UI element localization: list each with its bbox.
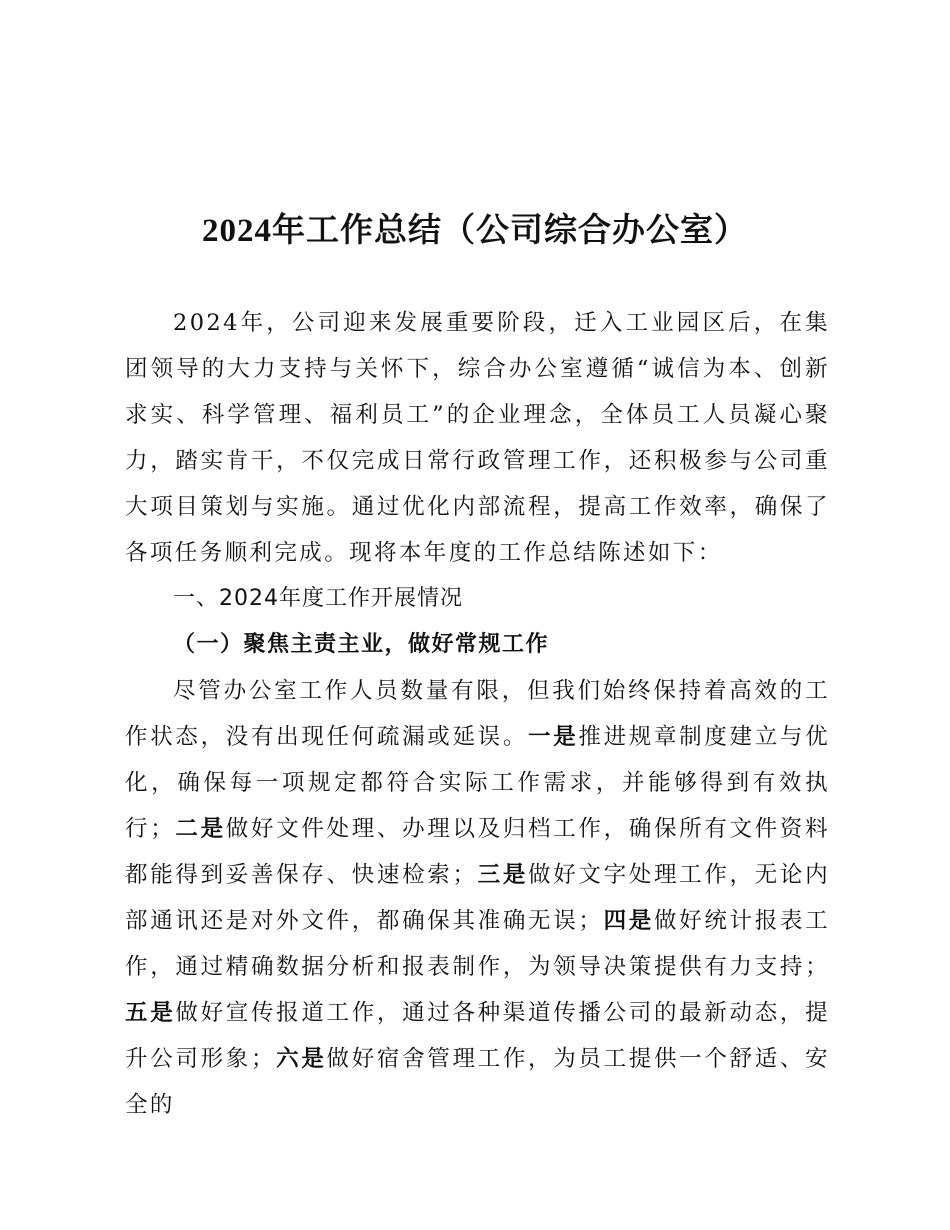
item-text: 做好统计报表工作，通过精确数据分析和报表制作，为领导决策提供有力支持； — [125, 908, 830, 980]
item-text: 做好文字处理工作，无论内部通讯还是对外文件，都确保其准确无误； — [125, 862, 830, 934]
item-text: 做好文件处理、办理以及归档工作，确保所有文件资料都能得到妥善保存、快速检索； — [125, 816, 830, 888]
section-heading: 一、2024年度工作开展情况 — [173, 586, 463, 611]
item-text: 做好宣传报道工作，通过各种渠道传播公司的最新动态，提升公司形象； — [125, 1000, 830, 1072]
item-label: 四是 — [603, 908, 654, 934]
item-label: 五是 — [125, 1000, 176, 1026]
work-paragraph — [125, 668, 830, 1128]
document-body — [125, 300, 830, 1128]
subsection-heading: （一）聚焦主责主业，做好常规工作 — [173, 632, 550, 657]
item-text: 推进规章制度建立与优化，确保每一项规定都符合实际工作需求，并能够得到有效执行； — [125, 724, 830, 842]
item-label: 三是 — [477, 862, 529, 888]
item-label: 一是 — [528, 724, 579, 750]
paragraph-lead: 尽管办公室工作人员数量有限，但我们始终保持着高效的工作状态，没有出现任何疏漏或延误。 — [125, 678, 830, 750]
intro-paragraph: 2024年，公司迎来发展重要阶段，迁入工业园区后，在集团领导的大力支持与关怀下，综合办公室遵循“诚信为本、创新求实、科学管理、福利员工”的企业理念，全体员工人员凝心聚力，踏实肯干，不仅完成日常行政管理工作，还积极参与公司重大项目策划与实施。通过优化内部流程，提高工作效率，确保了各项任务顺利完成。现将本年度的工作总结陈述如下： — [125, 310, 830, 566]
document-title: 2024年工作总结（公司综合办公室） — [202, 213, 748, 249]
item-text: 做好宿舍管理工作，为员工提供一个舒适、安全的 — [125, 1046, 830, 1118]
item-label: 六是 — [275, 1046, 327, 1072]
item-label: 二是 — [175, 816, 226, 842]
